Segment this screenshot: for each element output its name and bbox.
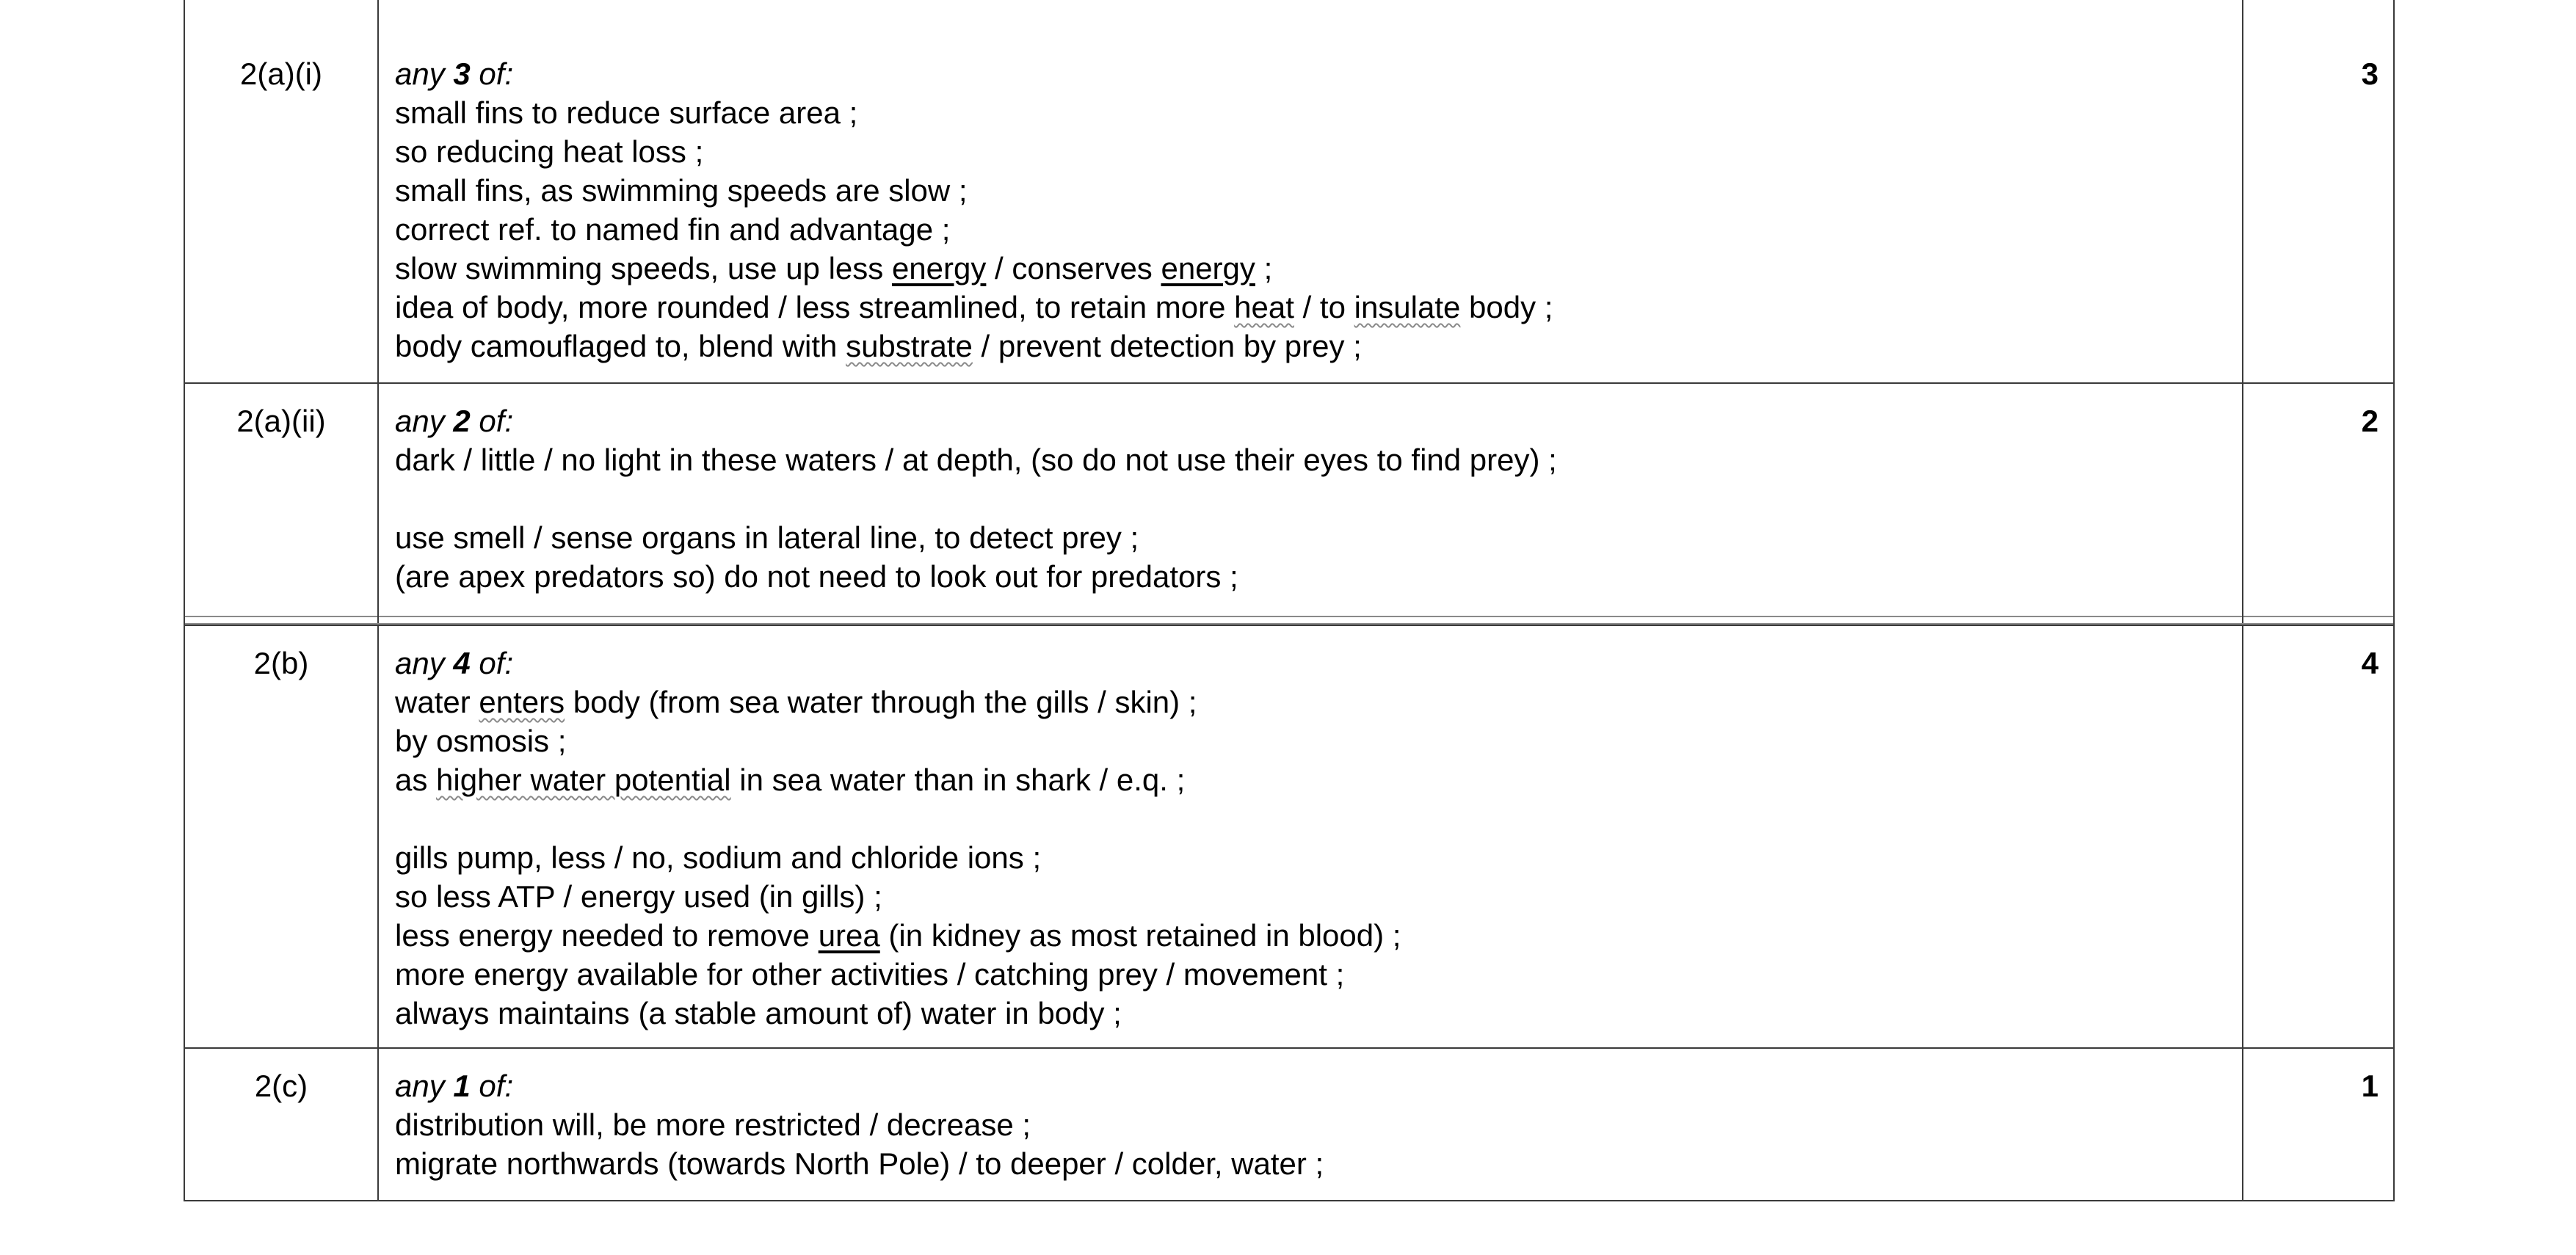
answer-text: / conserves — [986, 251, 1161, 285]
answer-text: as — [395, 763, 437, 797]
answer-text: body ; — [1460, 290, 1553, 324]
spellcheck-marked-term: heat — [1234, 290, 1294, 324]
answer-intro: any 4 of: — [395, 646, 514, 680]
answer-cell — [379, 0, 2245, 382]
table-row — [184, 1047, 2395, 1201]
answer-line — [395, 994, 2245, 1033]
answer-text: slow swimming speeds, use up less — [395, 251, 892, 285]
blank-line — [395, 479, 2245, 518]
answer-line — [395, 93, 2245, 132]
answer-line — [395, 760, 2245, 799]
answer-line — [395, 1144, 2245, 1183]
underlined-key-term: urea — [818, 918, 880, 953]
answer-lines — [395, 1105, 2245, 1183]
marks-cell: 2 — [2242, 384, 2393, 614]
answer-line — [395, 683, 2245, 721]
answer-text: / to — [1294, 290, 1354, 324]
answer-text: always maintains (a stable amount of) water in body ; — [395, 996, 1122, 1030]
answer-text: gills pump, less / no, sodium and chloride ions ; — [395, 840, 1042, 875]
answer-line — [395, 440, 2245, 479]
marks-cell: 1 — [2242, 1049, 2393, 1200]
answer-text: (in kidney as most retained in blood) ; — [879, 918, 1401, 953]
underlined-key-term: energy — [891, 251, 987, 285]
answer-text: less energy needed to remove — [395, 918, 819, 953]
answer-text: correct ref. to named fin and advantage ; — [395, 212, 951, 247]
answer-text: so less ATP / energy used (in gills) ; — [395, 879, 882, 914]
question-number: 2(c) — [185, 1049, 379, 1200]
marks-cell: 3 — [2242, 0, 2393, 382]
marks-cell: 4 — [2242, 626, 2393, 1047]
answer-lines — [395, 440, 2245, 596]
answer-line — [395, 210, 2245, 249]
answer-cell — [379, 384, 2245, 614]
answer-intro: any 2 of: — [395, 404, 514, 438]
answer-line — [395, 171, 2245, 210]
answer-cell — [379, 1049, 2245, 1200]
underlined-key-term: energy — [1161, 251, 1255, 285]
answer-line — [395, 721, 2245, 760]
spellcheck-marked-term: higher water potential — [436, 763, 731, 797]
answer-text: body camouflaged to, blend with — [395, 329, 846, 363]
answer-line — [395, 288, 2245, 327]
answer-text: (are apex predators so) do not need to look out for predators ; — [395, 559, 1238, 594]
answer-text: body (from sea water through the gills / skin) ; — [565, 685, 1197, 719]
answer-cell — [379, 626, 2245, 1047]
answer-line — [395, 557, 2245, 596]
answer-text: use smell / sense organs in lateral line, to detect prey ; — [395, 520, 1139, 555]
answer-line — [395, 955, 2245, 994]
answer-line — [395, 877, 2245, 916]
answer-lines — [395, 683, 2245, 1033]
table-row — [184, 0, 2395, 384]
blank-line — [395, 799, 2245, 838]
answer-line — [395, 1105, 2245, 1144]
answer-text: in sea water than in shark / e.q. ; — [730, 763, 1186, 797]
answer-text: / prevent detection by prey ; — [972, 329, 1362, 363]
answer-line — [395, 132, 2245, 171]
answer-text: by osmosis ; — [395, 724, 567, 758]
answer-intro: any 3 of: — [395, 57, 514, 91]
answer-line — [395, 838, 2245, 877]
answer-text: water — [395, 685, 479, 719]
answer-text: ; — [1255, 251, 1273, 285]
spellcheck-marked-term: substrate — [846, 329, 973, 363]
answer-text: small fins, as swimming speeds are slow ; — [395, 173, 968, 208]
answer-intro: any 1 of: — [395, 1069, 514, 1103]
question-number: 2(a)(i) — [185, 0, 379, 382]
table-row — [184, 625, 2395, 1049]
answer-text: idea of body, more rounded / less streamlined, to retain more — [395, 290, 1235, 324]
question-number: 2(b) — [185, 626, 379, 1047]
answer-line — [395, 249, 2245, 288]
answer-lines — [395, 93, 2245, 365]
table-row — [184, 382, 2395, 616]
spellcheck-marked-term: insulate — [1354, 290, 1461, 324]
answer-line — [395, 518, 2245, 557]
answer-text: more energy available for other activities / catching prey / movement ; — [395, 957, 1345, 992]
answer-line — [395, 916, 2245, 955]
answer-text: distribution will, be more restricted / decrease ; — [395, 1107, 1031, 1142]
answer-text: dark / little / no light in these waters / at depth, (so do not use their eyes to find prey) ; — [395, 443, 1557, 477]
question-number: 2(a)(ii) — [185, 384, 379, 614]
answer-text: small fins to reduce surface area ; — [395, 95, 858, 130]
answer-text: so reducing heat loss ; — [395, 134, 704, 169]
answer-text: migrate northwards (towards North Pole) / to deeper / colder, water ; — [395, 1146, 1324, 1181]
spellcheck-marked-term: enters — [479, 685, 565, 719]
answer-line — [395, 327, 2245, 365]
